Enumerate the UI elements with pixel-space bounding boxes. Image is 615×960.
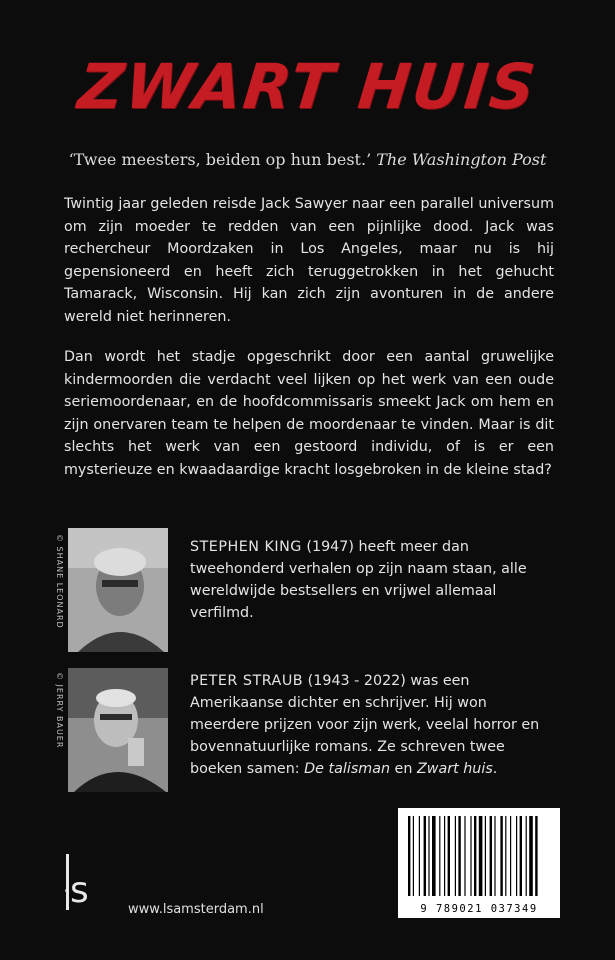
photo-credit-1: © SHANE LEONARD [55,534,64,629]
publisher-url[interactable]: www.lsamsterdam.nl [128,902,264,917]
book-joiner: en [390,761,417,777]
author-bio-2: (1943 - 2022) was een Amerikaanse dichter en schrijver. Hij won meerdere prijzen voor zijn werk, veelal horror en bovennatuurlijke romans. Ze schreven twee boeken samen: [190,673,540,777]
author-bio-1: (1947) heeft meer dan tweehonderd verhalen op zijn naam staan, alle wereldwijde bestsellers en vrijwel allemaal verfilmd. [190,539,527,621]
quote-source: The Washington Post [376,150,547,169]
author-photo-peter-straub [68,668,168,792]
blurb-paragraph-1: Twintig jaar geleden reisde Jack Sawyer naar een parallel universum om zijn moeder te redden van een pijnlijke dood. Jack was rechercheur Moordzaken in Los Angeles, maar nu is hij gepensioneerd en heeft zich teruggetrokken in het gehucht Tamarack, Wisconsin. Hij kan zich zijn avonturen in de andere wereld niet herinneren. [64,196,554,325]
publisher-logo: ·s [63,870,89,911]
book-title-1: De talisman [304,761,391,777]
author-name-2: PETER STRAUB [190,673,304,689]
blurb [64,193,554,499]
book-title: ZWART HUIS [74,50,541,123]
barcode [398,808,560,918]
quote-text: ‘Twee meesters, beiden op hun best.’ [68,150,372,169]
review-quote [0,150,615,169]
bio-peter-straub [190,670,555,780]
author-photo-stephen-king [68,528,168,652]
bio-end: . [492,761,498,777]
publisher-logo-letter: s [70,870,89,911]
bio-stephen-king [190,536,555,624]
author-name-1: STEPHEN KING [190,539,302,555]
isbn-number: 9 789021 037349 [420,903,538,915]
book-title-2: Zwart huis [416,761,493,777]
photo-credit-2: © JERRY BAUER [55,672,64,749]
barcode-bars [398,808,560,900]
blurb-paragraph-2: Dan wordt het stadje opgeschrikt door een aantal gruwelijke kindermoorden die verdacht veel lijken op het werk van een oude seriemoordenaar, en de hoofdcommissaris smeekt Jack om hem en zijn onervaren team te helpen de moordenaar te vinden. Maar is dit slechts het werk van een gestoord individu, of is er een mysterieuze en kwaadaardige kracht losgebroken in de kleine stad? [64,349,554,478]
